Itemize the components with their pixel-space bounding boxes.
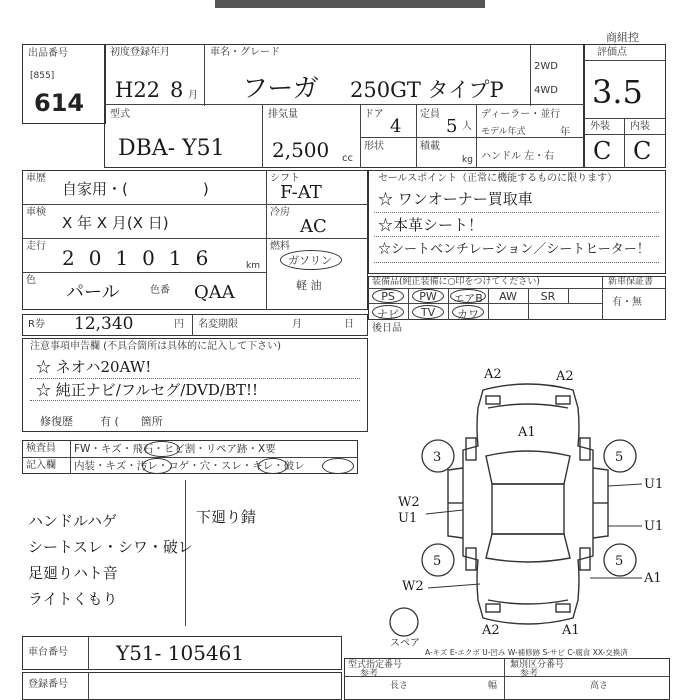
mark-right-front: U1 (644, 477, 664, 492)
mark-hood: A1 (518, 425, 536, 440)
classification-label: 類別区分番号 (510, 660, 565, 670)
aircon-label: 冷房 (270, 207, 290, 218)
sales-point-2: ☆本革シート！ (378, 216, 484, 234)
damage-legend: A-キズ E-エクボ U-凹み W-補修跡 S-サビ C-腐食 XX-交換済 (425, 648, 628, 657)
yen-unit: 円 (174, 319, 184, 330)
equip-navi: ナビ (377, 308, 399, 321)
doors: 4 (390, 116, 402, 137)
exterior-grade: C (593, 137, 612, 165)
remark-3: 足廻りハト音 (28, 564, 118, 582)
mark-right-rear: U1 (644, 519, 664, 534)
color-code-label: 色番 (150, 285, 170, 296)
drive-4wd: 4WD (534, 85, 558, 96)
lot-label: 出品番号 (28, 48, 68, 59)
mileage: 201016 (62, 246, 223, 270)
fuel-label: 燃料 (270, 241, 290, 252)
new-car-warranty-label: 新車保証書 (608, 277, 654, 287)
car-body-outline (463, 384, 593, 624)
capacity-label: 定員 (420, 109, 440, 120)
equip-leather: カワ (457, 308, 479, 321)
first-reg-label: 初度登録年月 (110, 47, 170, 58)
inspector-line-1: FW・キズ・飛石・ヒビ割・リペア跡・X要 (74, 443, 276, 455)
note-1: ☆ ネオハ20AW! (36, 358, 152, 376)
chassis-number: Y51- 105461 (116, 641, 245, 665)
mark-tire-fr: 5 (615, 450, 624, 465)
equip-sr: SR (540, 290, 556, 303)
registration-number-box (22, 672, 342, 700)
history-value: 自家用・( ) (62, 180, 209, 198)
repair-value: 有 ( 箇所 (100, 415, 163, 428)
sales-point-3: ☆シートベンチレーション／シートヒーター！ (378, 242, 650, 257)
name-change-label: 名変期限 (198, 319, 238, 330)
shift-value: F-AT (280, 182, 322, 203)
mark-right-quarter: A1 (644, 571, 662, 586)
repair-label: 修復歴 (40, 415, 73, 428)
mark-left-door-2: U1 (398, 511, 418, 526)
equip-pw-circle (412, 289, 444, 303)
rear-seat-label: 後日品 (372, 323, 402, 334)
dealer-label: ディーラー・並行 (481, 109, 561, 120)
displacement-label: 排気量 (268, 109, 298, 120)
equip-tv: TV (420, 306, 436, 319)
month-unit: 月 (188, 90, 198, 101)
inspector-mark-stone (144, 441, 180, 457)
remark-right: 下廻り錆 (196, 508, 257, 526)
spare-label: スペア (390, 638, 420, 649)
equip-aw: AW (499, 290, 517, 303)
shape-label: 形状 (364, 141, 384, 152)
header-bar (215, 0, 485, 8)
equip-leather-circle (452, 305, 484, 319)
color-label: 色 (26, 275, 36, 286)
recycle-label: R券 (28, 319, 45, 330)
sales-point-1: ☆ ワンオーナー買取車 (378, 190, 533, 208)
km-unit: km (246, 261, 260, 271)
equip-navi-circle (372, 305, 404, 319)
history-label: 車歴 (26, 173, 46, 184)
interior-label: 内装 (630, 121, 650, 132)
notes-label: 注意事項申告欄 (不具合箇所は具体的に記入して下さい) (30, 341, 281, 352)
capacity-unit: 人 (462, 121, 472, 132)
shift-label: シフト (270, 173, 300, 184)
year-unit: 年 (560, 127, 570, 138)
color-code: QAA (194, 282, 235, 303)
company-stamp-label: 商組控 (606, 31, 639, 44)
warranty-yes-no: 有・無 (612, 297, 642, 308)
reg-month: 8 (170, 78, 184, 102)
mark-front-left: A2 (484, 367, 502, 382)
model-code-label: 型式 (110, 109, 130, 120)
exterior-label: 外装 (590, 121, 610, 132)
remark-4: ライトくもり (28, 590, 118, 608)
aircon-value: AC (300, 216, 327, 237)
drive-2wd: 2WD (534, 61, 558, 72)
mark-front-right: A2 (556, 369, 574, 384)
lot-sub-code: [855] (30, 71, 55, 81)
equipment-label: 装備品(純正装備に○印をつけてください) (372, 277, 540, 287)
inspector-line-2: 内装・キズ・汚レ・コゲ・穴・スレ・キレ・破レ (74, 460, 305, 472)
load-label: 積載 (420, 141, 440, 152)
spare-tire (390, 608, 418, 636)
equip-airbag: エアB (453, 292, 483, 305)
remark-2: シートスレ・シワ・破レ (28, 538, 193, 556)
type-designation-label: 型式指定番号 (348, 660, 403, 670)
registered-number-label: 登録番号 (28, 679, 68, 690)
interior-grade: C (633, 137, 652, 165)
inspector-mark-dirt (142, 458, 172, 474)
model-label: 車名・グレード (210, 47, 280, 58)
doors-label: ドア (364, 109, 384, 120)
mark-tire-rl: 5 (433, 554, 442, 569)
lot-number: 614 (34, 89, 85, 117)
reference-label-2: 参考 (520, 669, 539, 679)
inspection-value: X 年 X 月(X 日) (62, 214, 169, 232)
chassis-label: 車台番号 (28, 647, 68, 658)
inspector-label-2: 記入欄 (26, 460, 56, 471)
equip-ps-circle (372, 289, 404, 303)
fuel-other: 軽 油 (296, 279, 322, 292)
score-value: 3.5 (592, 73, 643, 111)
kg-unit: kg (462, 155, 473, 165)
tax-day-unit: 日 (344, 319, 354, 330)
handle-label: ハンドル 左・右 (481, 151, 555, 162)
grade: 250GT タイプP (350, 78, 504, 102)
mileage-label: 走行 (26, 241, 46, 252)
inspector-mark-tear (322, 458, 354, 474)
model-name: フーガ (242, 74, 319, 104)
height-label: 高さ (590, 681, 609, 691)
remark-1: ハンドルハゲ (28, 512, 117, 530)
equip-pw: PW (419, 290, 437, 303)
mark-left-door-1: W2 (398, 495, 420, 510)
sales-points-label: セールスポイント（正常に機能するものに限ります） (378, 173, 618, 184)
model-year-label: モデル年式 (481, 127, 526, 137)
note-2: ☆ 純正ナビ/フルセグ/DVD/BT!! (36, 381, 259, 399)
inspector-mark-wear (258, 458, 288, 474)
inspector-label-1: 検査員 (26, 443, 56, 454)
era-year: H22 (115, 78, 161, 102)
cc-unit: cc (342, 153, 353, 164)
equip-airbag-circle (450, 289, 486, 303)
width-label: 幅 (488, 681, 498, 691)
fuel-selected: ガソリン (288, 254, 332, 267)
length-label: 長さ (390, 681, 409, 691)
capacity: 5 (446, 116, 458, 137)
mark-rear-left: A2 (482, 623, 500, 638)
car-condition-diagram (368, 338, 688, 649)
color-value: パール (66, 282, 120, 303)
tax-month-unit: 月 (292, 319, 302, 330)
model-code: DBA- Y51 (118, 136, 225, 161)
score-label: 評価点 (597, 47, 627, 58)
mark-rear-right: A1 (562, 623, 580, 638)
equip-tv-circle (412, 305, 444, 319)
displacement: 2,500 (272, 138, 330, 162)
recycle-value: 12,340 (74, 314, 134, 334)
mark-tire-rr: 5 (615, 554, 624, 569)
equip-ps: PS (381, 290, 395, 303)
mark-left-rear: W2 (402, 579, 424, 594)
reference-label: 参考 (360, 669, 379, 679)
mark-tire-fl: 3 (433, 450, 442, 465)
inspection-label: 車検 (26, 207, 46, 218)
